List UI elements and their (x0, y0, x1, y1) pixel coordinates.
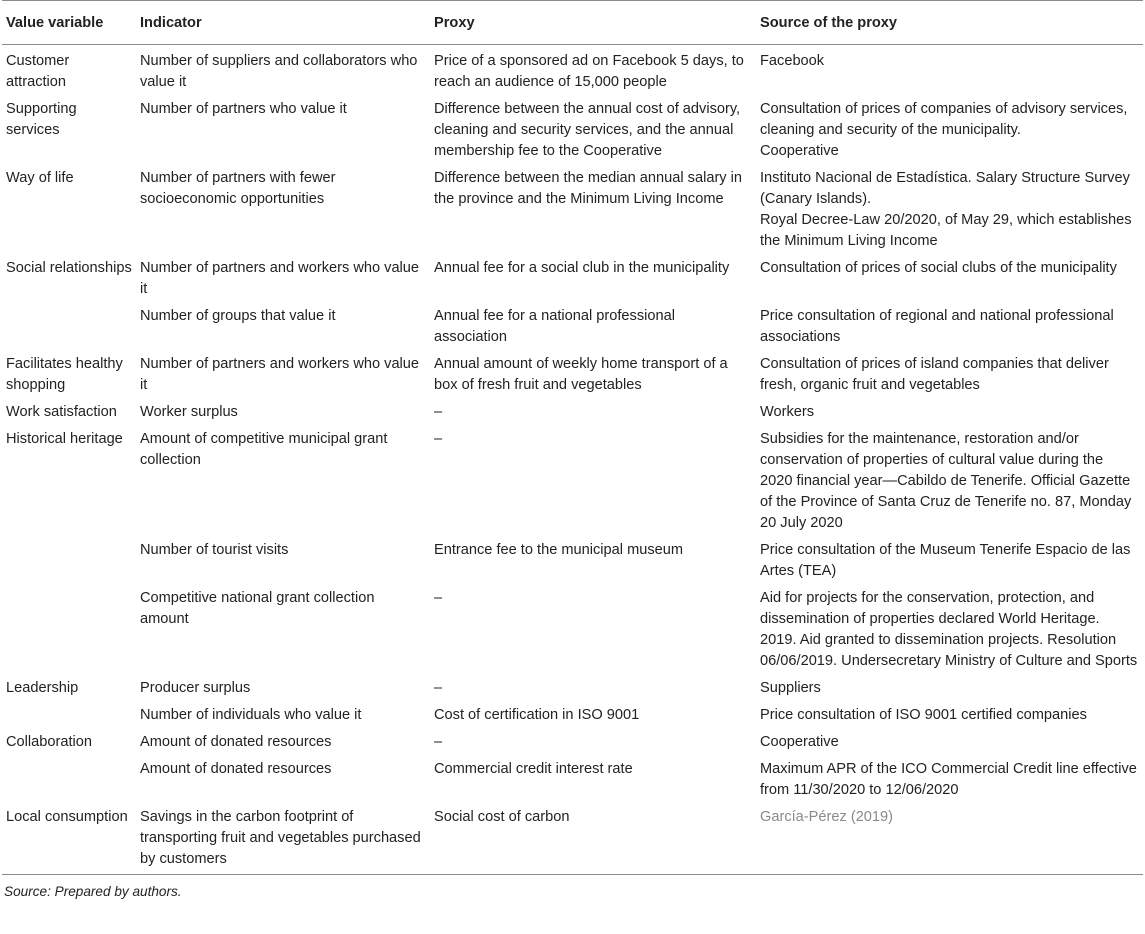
cell-value-variable: Collaboration (6, 734, 92, 750)
citation-link[interactable]: García-Pérez (2019) (760, 809, 894, 825)
source-line: Workers (760, 404, 815, 420)
header-row (2, 1, 1143, 45)
header-indicator: Indicator (136, 1, 430, 45)
table-row (2, 45, 1143, 95)
cell-indicator: Number of partners and workers who value it (140, 356, 420, 393)
source-line: Consultation of prices of island companies that deliver fresh, organic fruit and vegetables (760, 356, 1109, 393)
header-source: Source of the proxy (756, 1, 1143, 45)
source-line: Cooperative (760, 734, 839, 750)
source-line: Price consultation of regional and national professional associations (760, 308, 1114, 345)
cell-source (756, 253, 1143, 301)
source-line: Price consultation of ISO 9001 certified companies (760, 707, 1087, 723)
cell-value-variable: Historical heritage (6, 431, 123, 447)
table-row (2, 583, 1143, 673)
header-value-variable: Value variable (2, 1, 136, 45)
cell-source (756, 535, 1143, 583)
cell-source (756, 45, 1143, 95)
cell-indicator: Worker surplus (140, 404, 238, 420)
cell-source (756, 700, 1143, 727)
cell-indicator: Savings in the carbon footprint of transporting fruit and vegetables purchased by customers (140, 809, 421, 867)
cell-source (756, 397, 1143, 424)
cell-value-variable (2, 535, 136, 583)
cell-proxy: Commercial credit interest rate (434, 761, 633, 777)
cell-source (756, 349, 1143, 397)
source-line: Instituto Nacional de Estadística. Salary Structure Survey (Canary Islands). (760, 170, 1130, 207)
table-row (2, 727, 1143, 754)
table-row (2, 397, 1143, 424)
cell-proxy: – (434, 734, 443, 750)
cell-indicator: Number of partners who value it (140, 101, 347, 117)
cell-indicator: Amount of competitive municipal grant collection (140, 431, 388, 468)
table-row (2, 163, 1143, 253)
cell-proxy: – (434, 590, 443, 606)
cell-proxy: – (434, 404, 443, 420)
cell-proxy: Annual fee for a social club in the municipality (434, 260, 730, 276)
cell-source (756, 673, 1143, 700)
cell-proxy: Social cost of carbon (434, 809, 570, 825)
cell-proxy: Difference between the annual cost of advisory, cleaning and security services, and the annual membership fee to the Cooperative (434, 101, 741, 159)
cell-proxy: Price of a sponsored ad on Facebook 5 days, to reach an audience of 15,000 people (434, 53, 744, 90)
cell-indicator: Producer surplus (140, 680, 251, 696)
cell-proxy: – (434, 680, 443, 696)
cell-proxy: Difference between the median annual salary in the province and the Minimum Living Income (434, 170, 743, 207)
cell-value-variable: Social relationships (6, 260, 132, 276)
cell-indicator: Number of groups that value it (140, 308, 336, 324)
cell-value-variable: Local consumption (6, 809, 128, 825)
cell-value-variable: Work satisfaction (6, 404, 117, 420)
source-line: Suppliers (760, 680, 821, 696)
source-line: Price consultation of the Museum Tenerife Espacio de las Artes (TEA) (760, 542, 1131, 579)
cell-value-variable (2, 754, 136, 802)
table-row (2, 253, 1143, 301)
cell-indicator: Number of suppliers and collaborators who value it (140, 53, 418, 90)
cell-source (756, 424, 1143, 535)
source-line: Cooperative (760, 143, 839, 159)
table-row (2, 301, 1143, 349)
table-row (2, 94, 1143, 163)
cell-value-variable: Supporting services (6, 101, 77, 138)
table-row (2, 535, 1143, 583)
source-line: Consultation of prices of social clubs of the municipality (760, 260, 1117, 276)
cell-source (756, 301, 1143, 349)
value-proxy-table (2, 0, 1143, 875)
source-line: Subsidies for the maintenance, restoration and/or conservation of properties of cultural value during the 2020 financial year—Cabildo de Tenerife. Official Gazette of the Province of Santa Cruz de Tenerife no. 87, Monday 20 July 2020 (760, 431, 1132, 531)
cell-source (756, 163, 1143, 253)
cell-indicator: Number of partners with fewer socioeconomic opportunities (140, 170, 336, 207)
source-line: Aid for projects for the conservation, protection, and dissemination of properties declared World Heritage. 2019. Aid granted to dissemination projects. Resolution 06/06/2019. Undersecretary Ministry of Culture and Sports (760, 590, 1138, 669)
cell-value-variable: Leadership (6, 680, 79, 696)
source-line: Consultation of prices of companies of advisory services, cleaning and security of the municipality. (760, 101, 1128, 138)
cell-proxy: Annual fee for a national professional association (434, 308, 675, 345)
cell-indicator: Amount of donated resources (140, 761, 332, 777)
cell-indicator: Number of partners and workers who value it (140, 260, 420, 297)
cell-source (756, 727, 1143, 754)
cell-indicator: Competitive national grant collection amount (140, 590, 375, 627)
header-proxy: Proxy (430, 1, 756, 45)
cell-value-variable (2, 583, 136, 673)
cell-value-variable (2, 301, 136, 349)
source-line: Maximum APR of the ICO Commercial Credit line effective from 11/30/2020 to 12/06/2020 (760, 761, 1137, 798)
cell-value-variable: Customer attraction (6, 53, 70, 90)
cell-source (756, 94, 1143, 163)
table-row (2, 349, 1143, 397)
cell-source[interactable] (756, 802, 1143, 875)
source-line: Royal Decree-Law 20/2020, of May 29, which establishes the Minimum Living Income (760, 212, 1132, 249)
cell-proxy: Entrance fee to the municipal museum (434, 542, 684, 558)
cell-source (756, 583, 1143, 673)
cell-indicator: Number of individuals who value it (140, 707, 362, 723)
table-row (2, 700, 1143, 727)
cell-value-variable (2, 700, 136, 727)
cell-value-variable: Facilitates healthy shopping (6, 356, 123, 393)
cell-indicator: Number of tourist visits (140, 542, 289, 558)
table-row (2, 673, 1143, 700)
table-row (2, 754, 1143, 802)
table-row (2, 424, 1143, 535)
cell-value-variable: Way of life (6, 170, 74, 186)
cell-source (756, 754, 1143, 802)
table-body (2, 45, 1143, 875)
cell-indicator: Amount of donated resources (140, 734, 332, 750)
source-line: Facebook (760, 53, 825, 69)
cell-proxy: Annual amount of weekly home transport of a box of fresh fruit and vegetables (434, 356, 728, 393)
table-row (2, 802, 1143, 875)
cell-proxy: – (434, 431, 443, 447)
cell-proxy: Cost of certification in ISO 9001 (434, 707, 640, 723)
table-footnote: Source: Prepared by authors. (4, 884, 182, 899)
